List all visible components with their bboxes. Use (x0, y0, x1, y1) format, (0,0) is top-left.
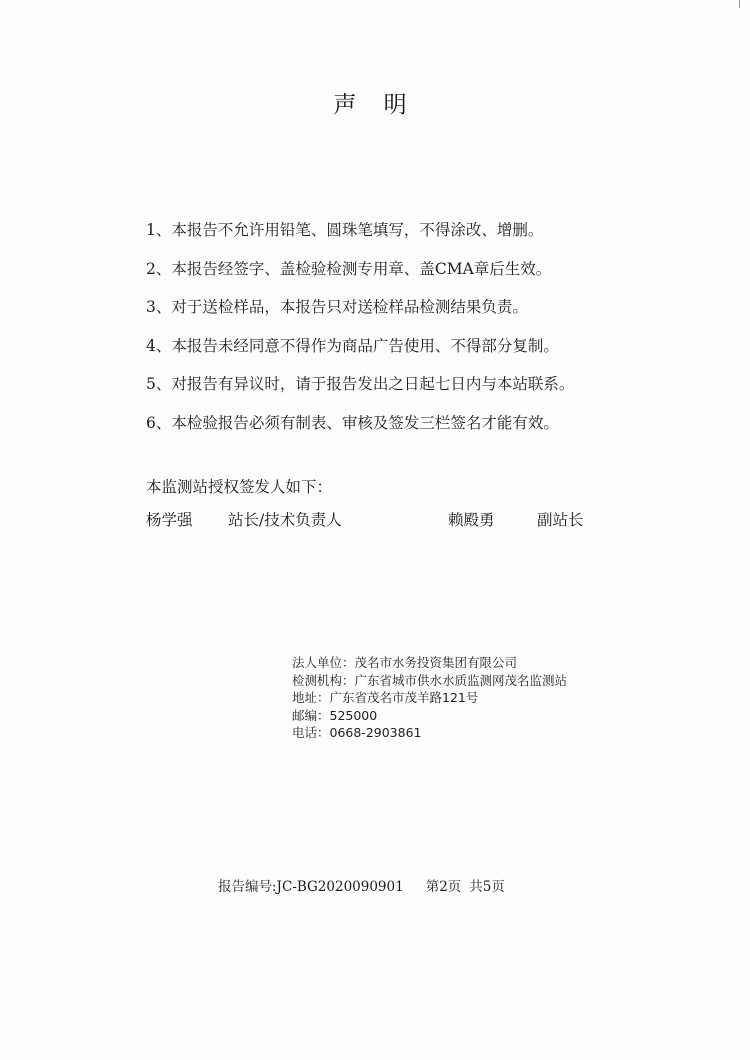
address: 地址：广东省茂名市茂羊路121号 (292, 690, 479, 705)
legal-entity: 法人单位：茂名市水务投资集团有限公司 (292, 655, 518, 670)
signer-name: 杨学强 (146, 511, 193, 529)
signer-title: 站长/技术负责人 (228, 511, 342, 529)
postcode: 邮编：525000 (292, 707, 378, 723)
statement-item: 5、对报告有异议时，请于报告发出之日起七日内与本站联系。 (146, 375, 575, 393)
statement-item: 3、对于送检样品，本报告只对送检样品检测结果负责。 (146, 298, 528, 316)
report-number: 报告编号:JC-BG2020090901 (218, 879, 404, 895)
statement-item: 1、本报告不允许用铅笔、圆珠笔填写，不得涂改、增删。 (146, 221, 544, 239)
page-number: 第2页 (425, 879, 462, 895)
contact-block (292, 654, 567, 742)
total-pages: 共5页 (469, 879, 505, 895)
statement-list (146, 218, 666, 449)
signer-name: 赖殿勇 (448, 511, 495, 529)
signer-title: 副站长 (537, 511, 584, 529)
report-footer (218, 877, 505, 897)
statement-item: 4、本报告未经同意不得作为商品广告使用、不得部分复制。 (146, 336, 559, 355)
phone: 电话：0668-2903861 (292, 725, 422, 740)
scan-mark (739, 0, 740, 8)
signers-heading: 本监测站授权签发人如下： (146, 478, 333, 496)
statement-item: 6、本检验报告必须有制表、审核及签发三栏签名才能有效。 (146, 413, 559, 432)
statement-item: 2、本报告经签字、盖检验检测专用章、盖CMA章后生效。 (146, 259, 552, 278)
page-title: 声 明 (333, 92, 417, 118)
testing-organization: 检测机构：广东省城市供水水质监测网茂名监测站 (292, 672, 568, 688)
